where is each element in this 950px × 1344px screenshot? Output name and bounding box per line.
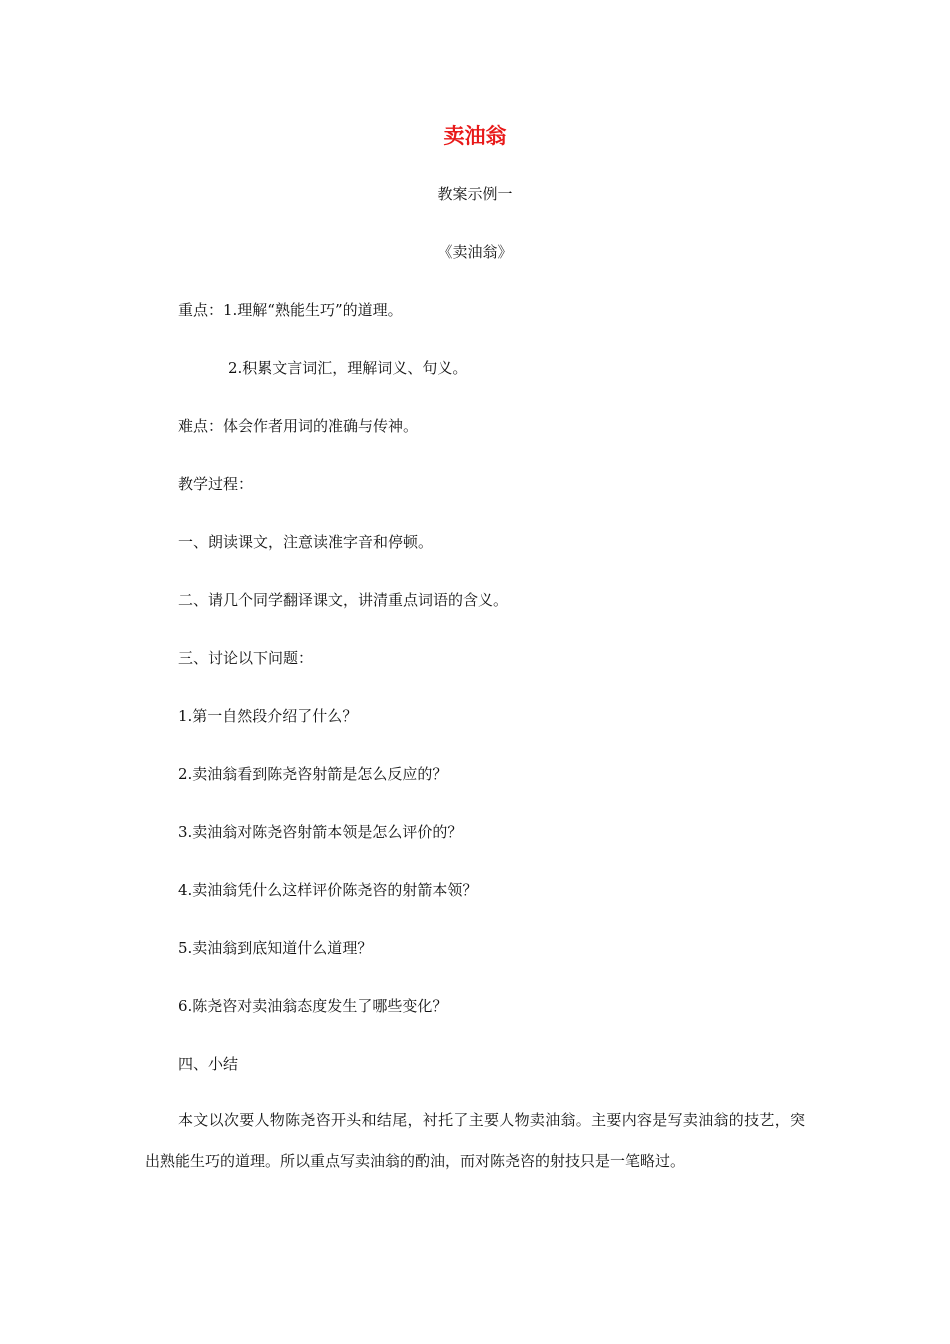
book-title: 《卖油翁》 [437,243,513,261]
question-item: 6.陈尧咨对卖油翁态度发生了哪些变化？ [178,997,448,1015]
process-heading: 教学过程： [178,475,254,493]
question-item: 5.卖油翁到底知道什么道理？ [178,939,373,957]
document-subtitle: 教案示例一 [437,185,513,203]
question-item: 4.卖油翁凭什么这样评价陈尧咨的射箭本领？ [178,881,478,899]
step-2: 二、请几个同学翻译课文，讲清重点词语的含义。 [178,591,509,609]
step-3: 三、讨论以下问题： [178,649,314,667]
step-1: 一、朗读课文，注意读准字音和停顿。 [178,533,434,551]
step-4: 四、小结 [178,1055,239,1073]
summary-paragraph: 本文以次要人物陈尧咨开头和结尾，衬托了主要人物卖油翁。主要内容是写卖油翁的技艺，突出熟能生巧的道理。所以重点写卖油翁的酌油，而对陈尧咨的射技只是一笔略过。 [145,1111,805,1170]
document-title: 卖油翁 [443,124,507,148]
difficulty-line: 难点：体会作者用词的准确与传神。 [178,417,419,435]
question-item: 2.卖油翁看到陈尧咨射箭是怎么反应的？ [178,765,448,783]
question-item: 3.卖油翁对陈尧咨射箭本领是怎么评价的？ [178,823,463,841]
key-points-line-1: 重点：1.理解“熟能生巧”的道理。 [178,301,403,319]
question-item: 1.第一自然段介绍了什么？ [178,707,358,725]
key-points-line-2: 2.积累文言词汇，理解词义、句义。 [228,359,468,377]
